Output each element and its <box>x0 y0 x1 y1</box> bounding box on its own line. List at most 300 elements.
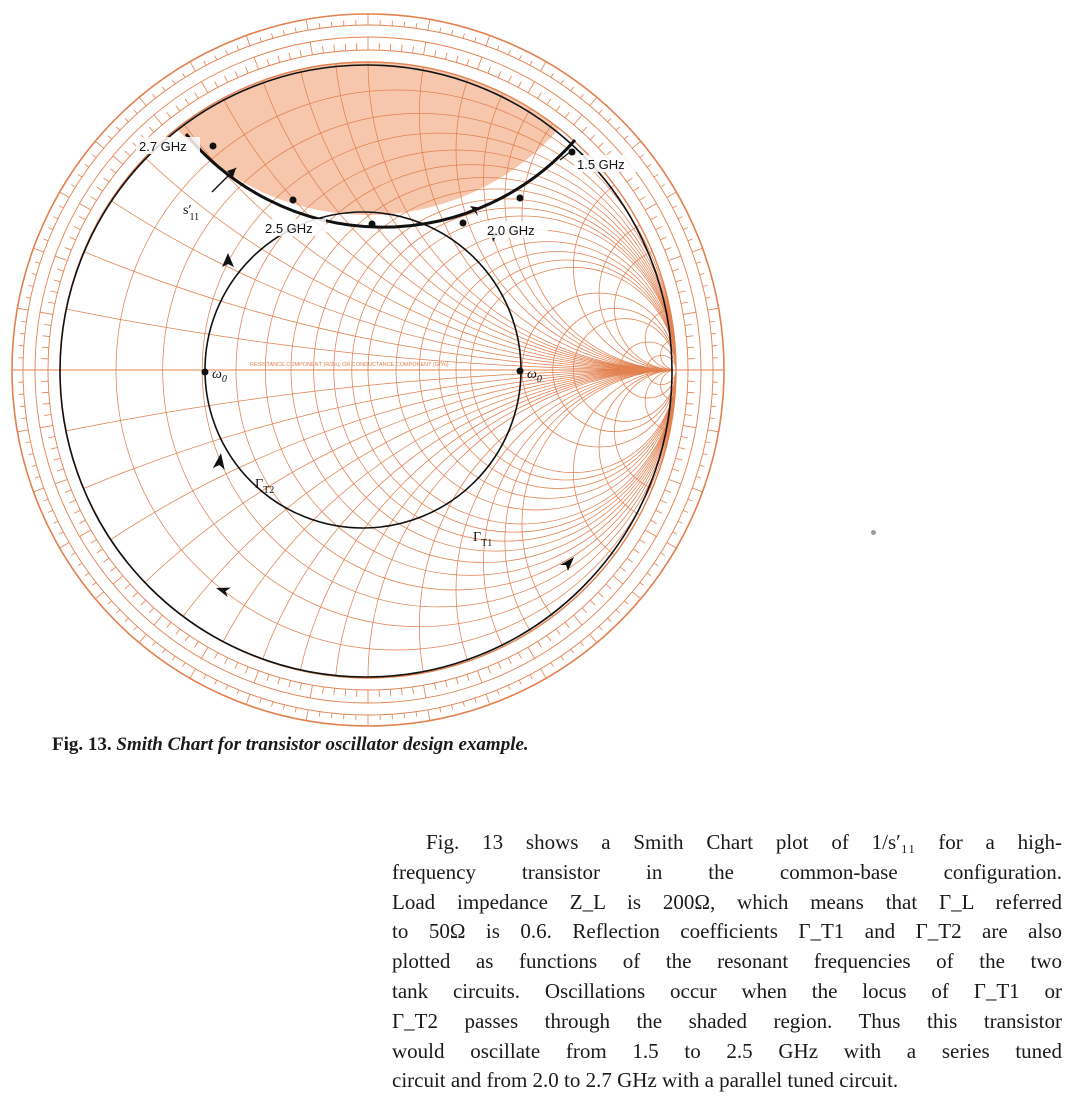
scale-tick <box>616 610 620 613</box>
scale-tick <box>79 520 85 523</box>
scale-tick <box>590 135 595 140</box>
scale-tick <box>139 97 146 105</box>
scale-tick <box>92 155 96 158</box>
scale-tick <box>71 553 75 556</box>
scale-tick <box>300 683 301 690</box>
scale-tick <box>172 80 175 84</box>
scale-tick <box>113 156 123 164</box>
scale-tick <box>21 321 26 322</box>
caption-number: Fig. 13. <box>52 734 112 755</box>
scale-tick <box>28 453 33 454</box>
scale-tick <box>141 600 146 605</box>
scale-tick <box>331 713 332 718</box>
scale-tick <box>678 291 685 293</box>
scale-tick <box>153 94 156 98</box>
scale-tick <box>508 50 510 55</box>
scale-tick <box>267 59 269 66</box>
scale-tick <box>85 573 89 576</box>
scale-tick <box>667 192 677 198</box>
scale-tick <box>74 227 80 230</box>
scale-tick <box>639 540 645 544</box>
scale-tick <box>48 228 53 230</box>
scale-tick <box>215 55 217 59</box>
scale-tick <box>195 641 199 647</box>
scale-tick <box>65 248 71 251</box>
scale-tick <box>79 216 85 219</box>
scale-tick <box>202 647 209 658</box>
point-mid <box>369 221 376 228</box>
scale-tick <box>69 500 75 503</box>
scale-tick <box>710 418 715 419</box>
scale-tick <box>167 622 171 628</box>
scale-tick <box>651 520 657 523</box>
scale-tick <box>91 540 97 544</box>
scale-tick <box>686 336 693 337</box>
scale-tick <box>599 110 602 114</box>
scale-tick <box>696 262 701 264</box>
scale-tick <box>162 87 165 91</box>
scale-tick <box>541 669 547 679</box>
scale-tick <box>306 710 308 721</box>
scale-tick <box>551 663 554 667</box>
scale-tick <box>40 312 53 314</box>
scale-tick <box>413 687 414 694</box>
reactance-arc <box>505 370 847 712</box>
scale-tick <box>541 62 547 72</box>
scale-tick <box>401 688 402 695</box>
scale-tick <box>599 626 602 630</box>
scale-tick <box>48 437 55 438</box>
scale-tick <box>97 187 103 191</box>
scale-tick <box>660 500 666 503</box>
scale-tick <box>582 608 587 613</box>
scale-tick <box>497 45 499 50</box>
scale-tick <box>565 622 569 628</box>
scale-tick <box>190 62 196 72</box>
scale-tick <box>246 667 249 673</box>
scale-tick <box>530 61 532 65</box>
reactance-arc <box>484 0 869 370</box>
scale-tick <box>267 674 269 681</box>
point-2-0ghz <box>460 220 467 227</box>
scale-tick <box>608 118 611 122</box>
scale-tick <box>692 488 702 492</box>
scale-tick <box>645 204 656 211</box>
scale-tick <box>289 680 291 687</box>
scale-tick <box>656 510 662 513</box>
scale-tick <box>551 73 554 77</box>
scale-tick <box>518 81 521 87</box>
reactance-arc <box>0 370 1076 730</box>
scale-tick <box>688 239 693 241</box>
scale-tick <box>172 656 175 660</box>
reactance-arc <box>522 62 830 370</box>
scale-tick <box>51 291 58 293</box>
label-omega-left-main: ω <box>212 367 222 382</box>
scale-tick <box>202 82 209 93</box>
scale-tick <box>59 206 63 208</box>
scale-tick <box>225 658 228 664</box>
scale-tick <box>57 269 64 271</box>
scale-tick <box>456 56 458 63</box>
scale-tick <box>331 22 332 27</box>
scale-tick <box>404 713 405 718</box>
scale-tick <box>676 458 683 460</box>
scale-tick <box>149 127 154 132</box>
scale-tick <box>116 610 120 613</box>
label-gamma-t1-sub: T1 <box>481 538 493 549</box>
scale-tick <box>35 477 40 479</box>
label-s11-main: s′ <box>183 203 192 218</box>
scale-tick <box>582 127 587 132</box>
scale-tick <box>598 143 603 148</box>
scale-tick <box>538 641 542 647</box>
scale-tick <box>497 690 499 695</box>
reactance-arc <box>0 370 1076 730</box>
scale-tick <box>683 312 696 314</box>
scale-tick <box>508 685 510 690</box>
scale-tick <box>685 324 692 325</box>
scale-tick <box>528 82 535 93</box>
scale-tick <box>661 185 665 188</box>
scale-tick <box>686 403 693 404</box>
scale-tick <box>108 601 112 604</box>
reactance-arc <box>505 28 847 370</box>
scale-tick <box>278 56 280 63</box>
scale-tick <box>78 174 82 177</box>
scale-tick <box>65 490 71 493</box>
scale-tick <box>435 50 436 57</box>
scale-tick <box>590 600 595 605</box>
scale-tick <box>665 248 671 251</box>
scale-tick <box>428 19 430 30</box>
reactance-arc <box>60 0 1076 370</box>
scale-tick <box>32 465 37 466</box>
reactance-arc <box>573 370 778 575</box>
scale-tick <box>547 99 551 105</box>
scale-tick <box>477 671 481 683</box>
scale-tick <box>627 178 633 182</box>
scale-tick <box>683 426 696 428</box>
scale-tick <box>561 80 564 84</box>
scale-tick <box>283 705 284 710</box>
label-gamma-t2-sub: T2 <box>263 485 275 496</box>
scale-tick <box>685 415 692 416</box>
scale-tick <box>606 584 611 589</box>
scale-tick <box>167 112 171 118</box>
scale-tick <box>467 674 469 681</box>
scale-tick <box>246 67 249 73</box>
scale-tick <box>125 118 128 122</box>
reactance-arc <box>0 370 1076 730</box>
scale-tick <box>17 430 28 432</box>
scale-tick <box>624 136 628 139</box>
scale-tick <box>95 592 103 599</box>
scale-tick <box>660 237 666 240</box>
scale-tick <box>665 490 671 493</box>
reactance-arc <box>0 370 1076 730</box>
scale-tick <box>681 302 688 303</box>
scale-tick <box>283 30 284 35</box>
scale-tick <box>639 197 645 201</box>
scale-tick <box>254 671 258 683</box>
reactance-arc <box>163 370 1076 730</box>
scale-tick <box>125 618 128 622</box>
reactance-arc <box>599 216 753 370</box>
scale-tick <box>103 558 109 562</box>
scale-tick <box>451 705 452 710</box>
scale-tick <box>669 256 681 260</box>
label-omega-right-main: ω <box>527 367 537 382</box>
scale-tick <box>57 469 64 471</box>
scale-tick <box>445 53 447 60</box>
scale-tick <box>416 712 417 717</box>
scale-tick <box>683 228 688 230</box>
scale-tick <box>59 532 63 534</box>
scale-tick <box>571 649 574 653</box>
scale-tick <box>711 333 716 334</box>
scale-tick <box>28 285 33 286</box>
scale-tick <box>710 321 715 322</box>
scale-tick <box>633 187 639 191</box>
scale-tick <box>428 710 430 721</box>
arrow-t2-lower <box>213 452 227 470</box>
scale-tick <box>246 694 250 704</box>
scale-tick <box>475 698 477 703</box>
scale-tick <box>80 530 91 537</box>
scale-tick <box>260 37 262 42</box>
scale-tick <box>508 76 511 82</box>
scale-tick <box>334 688 335 695</box>
scale-tick <box>528 647 535 658</box>
scale-tick <box>640 155 644 158</box>
scale-tick <box>133 592 138 597</box>
scale-tick <box>574 615 582 625</box>
scale-tick <box>214 653 217 659</box>
label-1-5ghz: 1.5 GHz <box>577 157 625 172</box>
scale-tick <box>676 280 683 282</box>
scale-tick <box>404 22 405 27</box>
scale-tick <box>204 675 206 679</box>
scale-tick <box>667 543 677 549</box>
scale-tick <box>416 23 417 28</box>
label-2-0ghz: 2.0 GHz <box>487 223 535 238</box>
scale-tick <box>319 712 320 717</box>
body-line: would oscillate from 1.5 to 2.5 GHz with a series tuned <box>392 1038 1062 1063</box>
scale-tick <box>624 601 628 604</box>
scale-tick <box>310 42 312 55</box>
scale-tick <box>700 274 705 275</box>
scale-tick <box>547 635 551 641</box>
scale-tick <box>204 61 206 65</box>
label-omega-right-sub: 0 <box>536 374 542 385</box>
scale-tick <box>616 127 620 130</box>
scale-tick <box>413 46 414 53</box>
scale-tick <box>530 675 532 679</box>
scale-tick <box>633 549 639 553</box>
scale-tick <box>235 71 238 77</box>
scale-tick <box>692 248 702 252</box>
scale-tick <box>519 680 521 684</box>
scale-tick <box>40 426 53 428</box>
body-line: Γ_T2 passes through the shaded region. Thus this transistor <box>392 1008 1062 1033</box>
scale-tick <box>53 217 57 219</box>
scale-tick <box>708 308 719 310</box>
scale-tick <box>260 698 262 703</box>
scale-tick <box>486 694 490 704</box>
scale-tick <box>125 151 130 156</box>
reactance-arc <box>522 370 830 678</box>
reactance-arc <box>419 0 932 370</box>
scale-tick <box>162 649 165 653</box>
scale-tick <box>632 592 640 599</box>
scale-tick <box>43 403 50 404</box>
scale-tick <box>556 629 560 635</box>
scale-tick <box>113 576 123 584</box>
scale-tick <box>322 46 323 53</box>
scale-tick <box>673 532 677 534</box>
scale-tick <box>116 127 120 130</box>
scale-tick <box>538 93 542 99</box>
scale-tick <box>48 302 55 303</box>
scale-tick <box>424 685 426 698</box>
scale-tick <box>35 262 40 264</box>
scale-tick <box>110 169 116 173</box>
scale-tick <box>235 662 238 668</box>
scale-tick <box>154 115 162 125</box>
scale-tick <box>627 558 633 562</box>
point-omega-right <box>517 368 524 375</box>
label-gamma-t1-main: Γ <box>473 530 482 545</box>
reactance-arc <box>573 165 778 370</box>
scale-tick <box>149 608 154 613</box>
scale-tick <box>705 442 710 443</box>
scale-tick <box>226 50 228 55</box>
scale-tick <box>20 333 25 334</box>
reactance-arc <box>599 370 753 524</box>
scale-tick <box>632 141 640 148</box>
scale-tick <box>278 678 280 685</box>
scale-tick <box>195 93 199 99</box>
scale-tick <box>74 510 80 513</box>
scale-tick <box>91 197 97 201</box>
scale-tick <box>424 42 426 55</box>
scale-tick <box>33 488 43 492</box>
scale-tick <box>110 567 116 571</box>
scale-tick <box>254 57 258 69</box>
point-upper-right <box>517 195 524 202</box>
body-line: Load impedance Z_L is 200Ω, which means that Γ_L referred <box>392 889 1062 914</box>
scale-tick <box>445 680 447 687</box>
label-omega-left-sub: 0 <box>221 374 227 385</box>
label-s11-sub: 11 <box>189 212 200 223</box>
body-paragraph <box>392 828 1062 1096</box>
scale-tick <box>185 635 189 641</box>
scale-tick <box>688 499 693 501</box>
scale-tick <box>451 30 452 35</box>
scale-tick <box>43 239 48 241</box>
label-gamma-t2-main: Γ <box>255 477 264 492</box>
scale-tick <box>708 430 719 432</box>
scale-tick <box>703 453 708 454</box>
scale-tick <box>463 34 464 39</box>
scale-tick <box>656 227 662 230</box>
scale-tick <box>518 653 521 659</box>
scale-tick <box>183 663 186 667</box>
body-line: plotted as functions of the resonant frequencies of the two <box>392 949 1062 974</box>
scale-tick <box>703 285 708 286</box>
scale-tick <box>705 297 710 298</box>
scale-tick <box>51 447 58 449</box>
scale-tick <box>645 530 656 537</box>
scale-tick <box>306 19 308 30</box>
scale-tick <box>95 141 103 148</box>
scale-tick <box>92 582 96 585</box>
scale-tick <box>26 442 31 443</box>
scale-tick <box>401 45 402 52</box>
scale-tick <box>678 217 682 219</box>
scale-tick <box>55 479 67 483</box>
scale-tick <box>672 469 679 471</box>
scale-tick <box>678 447 685 449</box>
direction-arrows <box>213 206 574 597</box>
scale-tick <box>71 185 75 188</box>
label-2-7ghz: 2.7 GHz <box>139 139 187 154</box>
label-2-5ghz: 2.5 GHz <box>265 221 313 236</box>
body-line: Fig. 13 shows a Smith Chart plot of 1/s′₁₁ for a high- <box>426 830 1062 854</box>
scale-tick <box>647 573 651 576</box>
scale-tick <box>654 174 658 177</box>
scale-tick <box>69 237 75 240</box>
scale-tick <box>590 97 597 105</box>
scale-tick <box>134 110 137 114</box>
scale-tick <box>672 269 679 271</box>
figure-caption <box>52 734 529 756</box>
scale-tick <box>80 204 91 211</box>
scale-tick <box>435 683 436 690</box>
scale-tick <box>60 192 70 198</box>
scale-tick <box>456 678 458 685</box>
scale-tick <box>237 45 239 50</box>
scale-tick <box>78 563 82 566</box>
scale-tick <box>322 687 323 694</box>
scale-tick <box>683 510 688 512</box>
label-gamma-t1 <box>473 530 492 549</box>
body-line: circuit and from 2.0 to 2.7 GHz with a parallel tuned circuit. <box>392 1068 899 1093</box>
scale-tick <box>215 680 217 684</box>
scale-tick <box>176 629 180 635</box>
scale-tick <box>20 406 25 407</box>
scale-tick <box>673 206 677 208</box>
scale-tick <box>590 634 597 642</box>
scale-tick <box>620 567 626 571</box>
scale-tick <box>463 702 464 707</box>
point-omega-left <box>202 369 209 376</box>
label-s11 <box>183 203 199 223</box>
scale-tick <box>103 178 109 182</box>
scale-tick <box>26 297 31 298</box>
scale-tick <box>678 521 682 523</box>
scale-tick <box>289 53 291 60</box>
scale-tick <box>225 76 228 82</box>
scale-tick <box>654 563 658 566</box>
scale-tick <box>580 642 583 646</box>
scale-tick <box>319 23 320 28</box>
scale-tick <box>43 499 48 501</box>
scale-tick <box>44 324 51 325</box>
body-line: tank circuits. Oscillations occur when the locus of Γ_T1 or <box>392 978 1062 1003</box>
scale-tick <box>185 99 189 105</box>
